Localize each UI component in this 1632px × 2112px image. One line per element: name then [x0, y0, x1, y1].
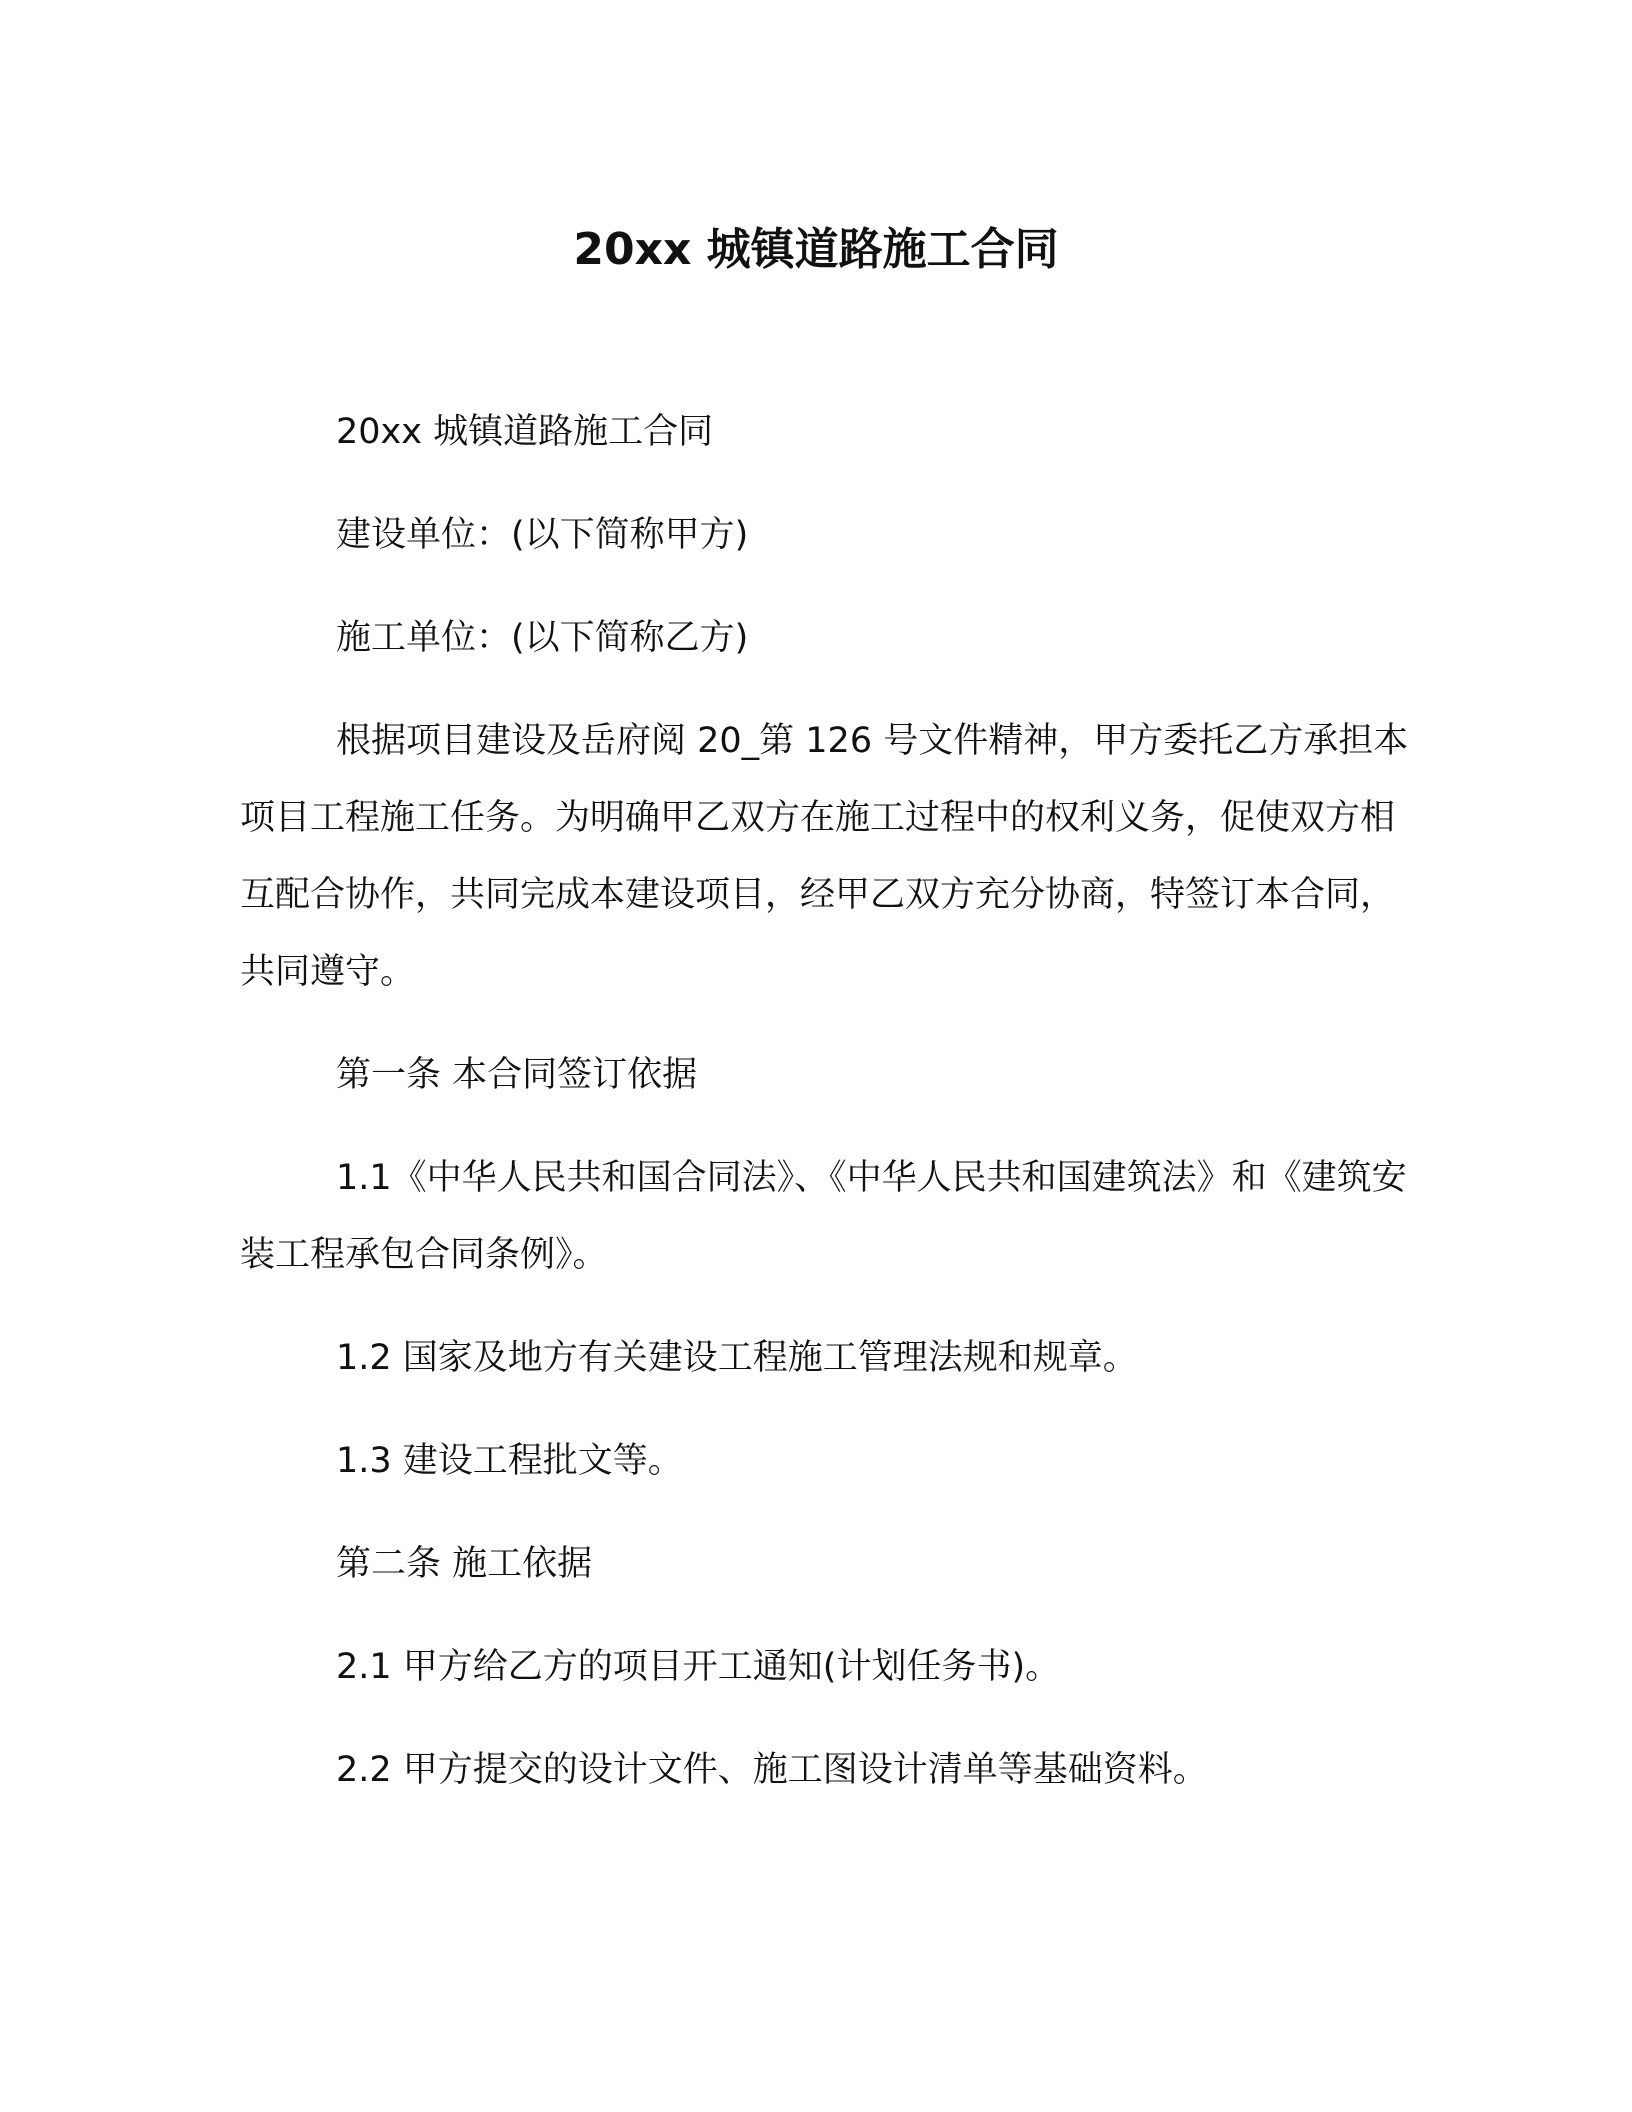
clause-2-2: 2.2 甲方提交的设计文件、施工图设计清单等基础资料。	[336, 1750, 1208, 1790]
paragraph-contractor: 施工单位：(以下简称乙方)	[336, 618, 749, 658]
clause-1-1: 1.1《中华人民共和国合同法》、《中华人民共和国建筑法》和《建筑安装工程承包合同条例》。	[240, 1158, 1407, 1275]
clause-2-1: 2.1 甲方给乙方的项目开工通知(计划任务书)。	[336, 1647, 1061, 1687]
paragraph-client: 建设单位：(以下简称甲方)	[336, 515, 749, 555]
document-body	[240, 394, 1410, 1809]
paragraph-preamble: 根据项目建设及岳府阅 20_第 126 号文件精神，甲方委托乙方承担本项目工程施工任务。为明确甲乙双方在施工过程中的权利义务，促使双方相互配合协作，共同完成本建设项目，经甲乙双方充分协商，特签订本合同，共同遵守。	[240, 721, 1409, 992]
article-1-heading: 第一条 本合同签订依据	[336, 1055, 698, 1095]
paragraph-heading: 20xx 城镇道路施工合同	[336, 412, 714, 452]
clause-1-2: 1.2 国家及地方有关建设工程施工管理法规和规章。	[336, 1338, 1138, 1378]
document-title: 20xx 城镇道路施工合同	[573, 224, 1059, 275]
article-2-heading: 第二条 施工依据	[336, 1544, 593, 1584]
clause-1-3: 1.3 建设工程批文等。	[336, 1441, 683, 1481]
